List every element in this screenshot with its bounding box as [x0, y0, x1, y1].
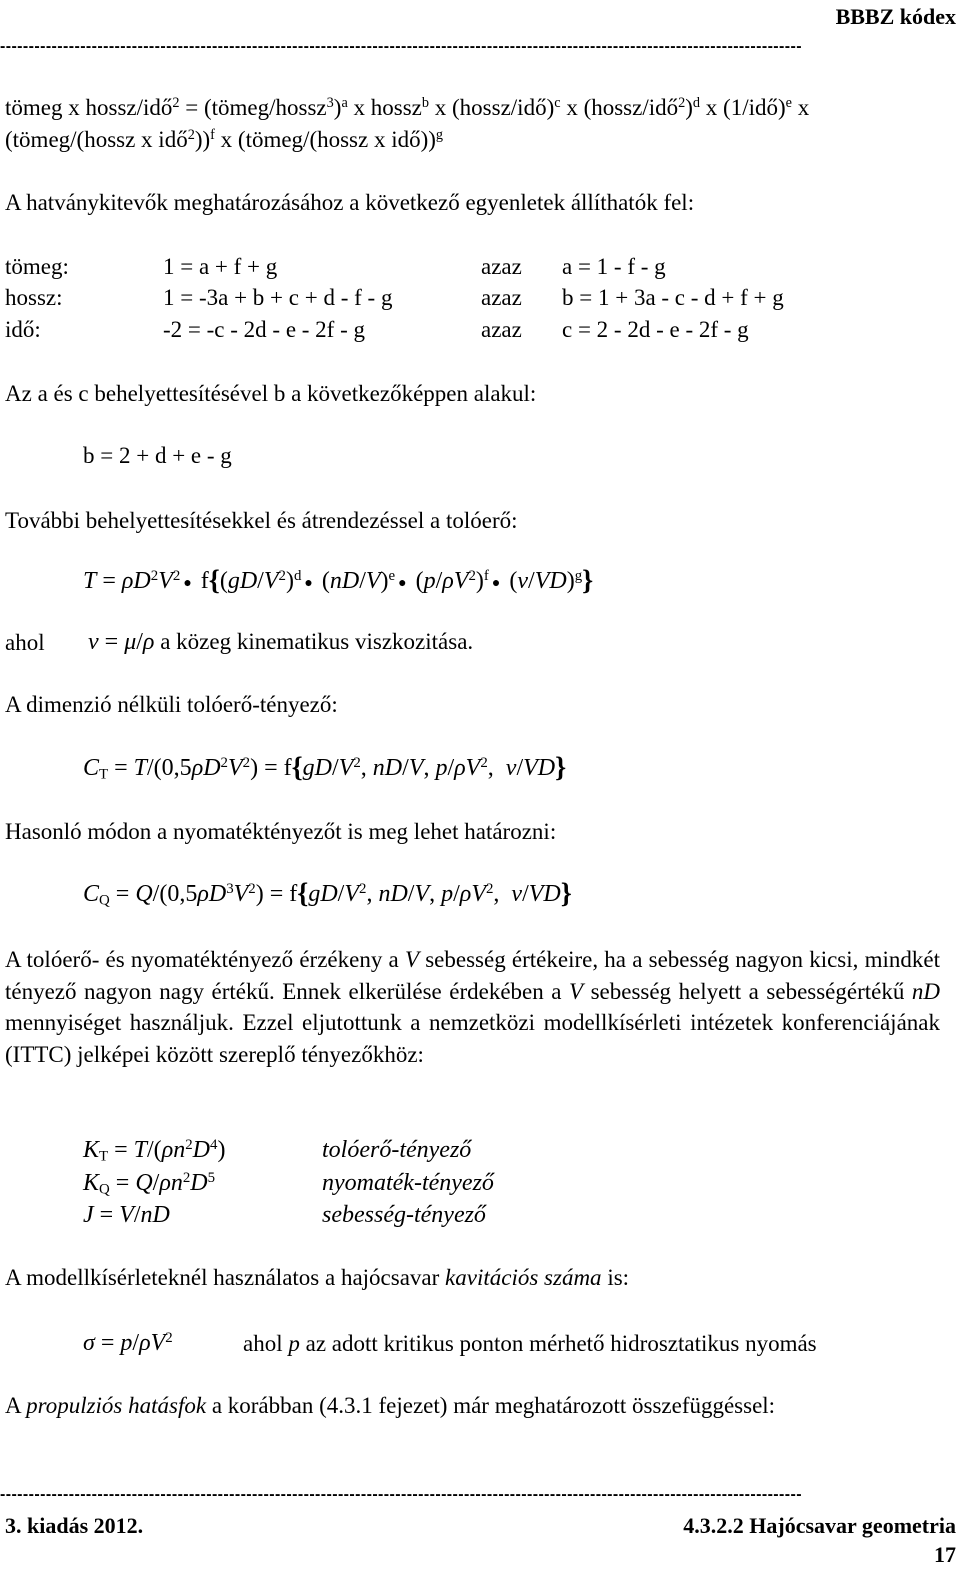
dimension-equation-line-2: (tömeg/(hossz x idő$^2$))$^f$ x (tömeg/(hossz x idő))$^g$: [5, 127, 444, 152]
further-text: További behelyettesítésekkel és átrendezéssel a tolóerő:: [5, 508, 518, 533]
footer-chapter: 4.3.2.2 Hajócsavar geometria: [683, 1513, 956, 1538]
equation-label: idő:: [5, 317, 41, 342]
footer-edition: 3. kiadás 2012.: [5, 1513, 144, 1538]
dimension-equation-line-1: tömeg x hossz/idő$^2$ = (tömeg/hossz$^3$)$^a$ x hossz$^b$ x (hossz/idő)$^c$ x (hossz/idő$^2$)$^d$ x (1/idő)$^e$ x: [5, 95, 810, 120]
cavitation-text: A modellkísérleteknél használatos a hajócsavar kavitációs száma is:: [5, 1265, 630, 1290]
thrust-formula: $T = \rho D^2V^2$ ● $f\{(gD/V^2)^d$ ● $(nD/V)^e$ ● $(p/\rho V^2)^f$ ● $(\nu/VD)^g$}: [83, 565, 594, 597]
equation-label: hossz:: [5, 285, 63, 310]
sigma-description: ahol p az adott kritikus ponton mérhető hidrosztatikus nyomás: [243, 1331, 817, 1356]
coefficient-name: sebesség-tényező: [322, 1202, 486, 1228]
coefficient-paragraph: A tolóerő- és nyomatéktényező érzékeny a V sebesség értékeire, ha a sebesség nagyon kicsi, mindkét tényező nagyon nagy értékű. Ennek elkerülése érdekében a V sebesség helyett a sebességértékű nD mennyiséget használjuk. Ezzel eljutottunk a nemzetközi modellkísérleti intézetek konferenciájának (ITTC) jelképei között szereplő tényezőkhöz:: [5, 947, 941, 1067]
coefficient-name: tolóerő-tényező: [322, 1137, 472, 1163]
b-equation: b = 2 + d + e - g: [83, 443, 232, 468]
ahol-label: ahol: [5, 630, 45, 655]
equation-result: b = 1 + 3a - c - d + f + g: [562, 285, 784, 310]
header-title: BBBZ kódex: [835, 4, 956, 29]
kt-formula: $K_T = T/(\rho n^2D^4)$: [83, 1136, 226, 1165]
nu-definition: ν = μ/ρ a közeg kinematikus viszkozitása.: [88, 629, 474, 655]
sigma-formula: $\sigma = p/\rho V^2$: [83, 1329, 173, 1356]
equation-label: tömeg:: [5, 254, 69, 279]
kq-formula: $K_Q = Q/\rho n^2D^5$: [83, 1169, 216, 1198]
j-formula: J = V/nD: [83, 1202, 170, 1228]
equation-azaz: azaz: [481, 254, 522, 279]
equation: 1 = -3a + b + c + d - f - g: [163, 285, 393, 310]
equation-azaz: azaz: [481, 285, 522, 310]
page-number: 17: [934, 1542, 956, 1567]
header-rule: --------------------------------------------------------------------------------------------------------------------------------------------: [0, 40, 802, 54]
equation-azaz: azaz: [481, 317, 522, 342]
intro-text: A hatványkitevők meghatározásához a következő egyenletek állíthatók fel:: [5, 190, 695, 215]
ct-formula: $C_T = T/(0,5\rho D^2V^2) = f\{gD/V^2$, nD/V, $p/\rho V^2$, ν/VD}: [83, 752, 567, 784]
footer-rule: --------------------------------------------------------------------------------------------------------------------------------------------: [0, 1488, 802, 1502]
substitution-text: Az a és c behelyettesítésével b a következőképpen alakul:: [5, 381, 537, 406]
dimensionless-text: A dimenzió nélküli tolóerő-tényező:: [5, 692, 338, 717]
equation: 1 = a + f + g: [163, 254, 278, 279]
propulsion-text: A propulziós hatásfok a korábban (4.3.1 fejezet) már meghatározott összefüggéssel:: [5, 1393, 776, 1418]
coefficient-name: nyomaték-tényező: [322, 1170, 494, 1196]
equation-result: c = 2 - 2d - e - 2f - g: [562, 317, 749, 342]
equation-result: a = 1 - f - g: [562, 254, 666, 279]
similar-text: Hasonló módon a nyomatéktényezőt is meg lehet határozni:: [5, 819, 557, 844]
cq-formula: $C_Q = Q/(0,5\rho D^3V^2) = f\{gD/V^2$, nD/V, $p/\rho V^2$, ν/VD}: [83, 878, 572, 910]
equation: -2 = -c - 2d - e - 2f - g: [163, 317, 366, 342]
